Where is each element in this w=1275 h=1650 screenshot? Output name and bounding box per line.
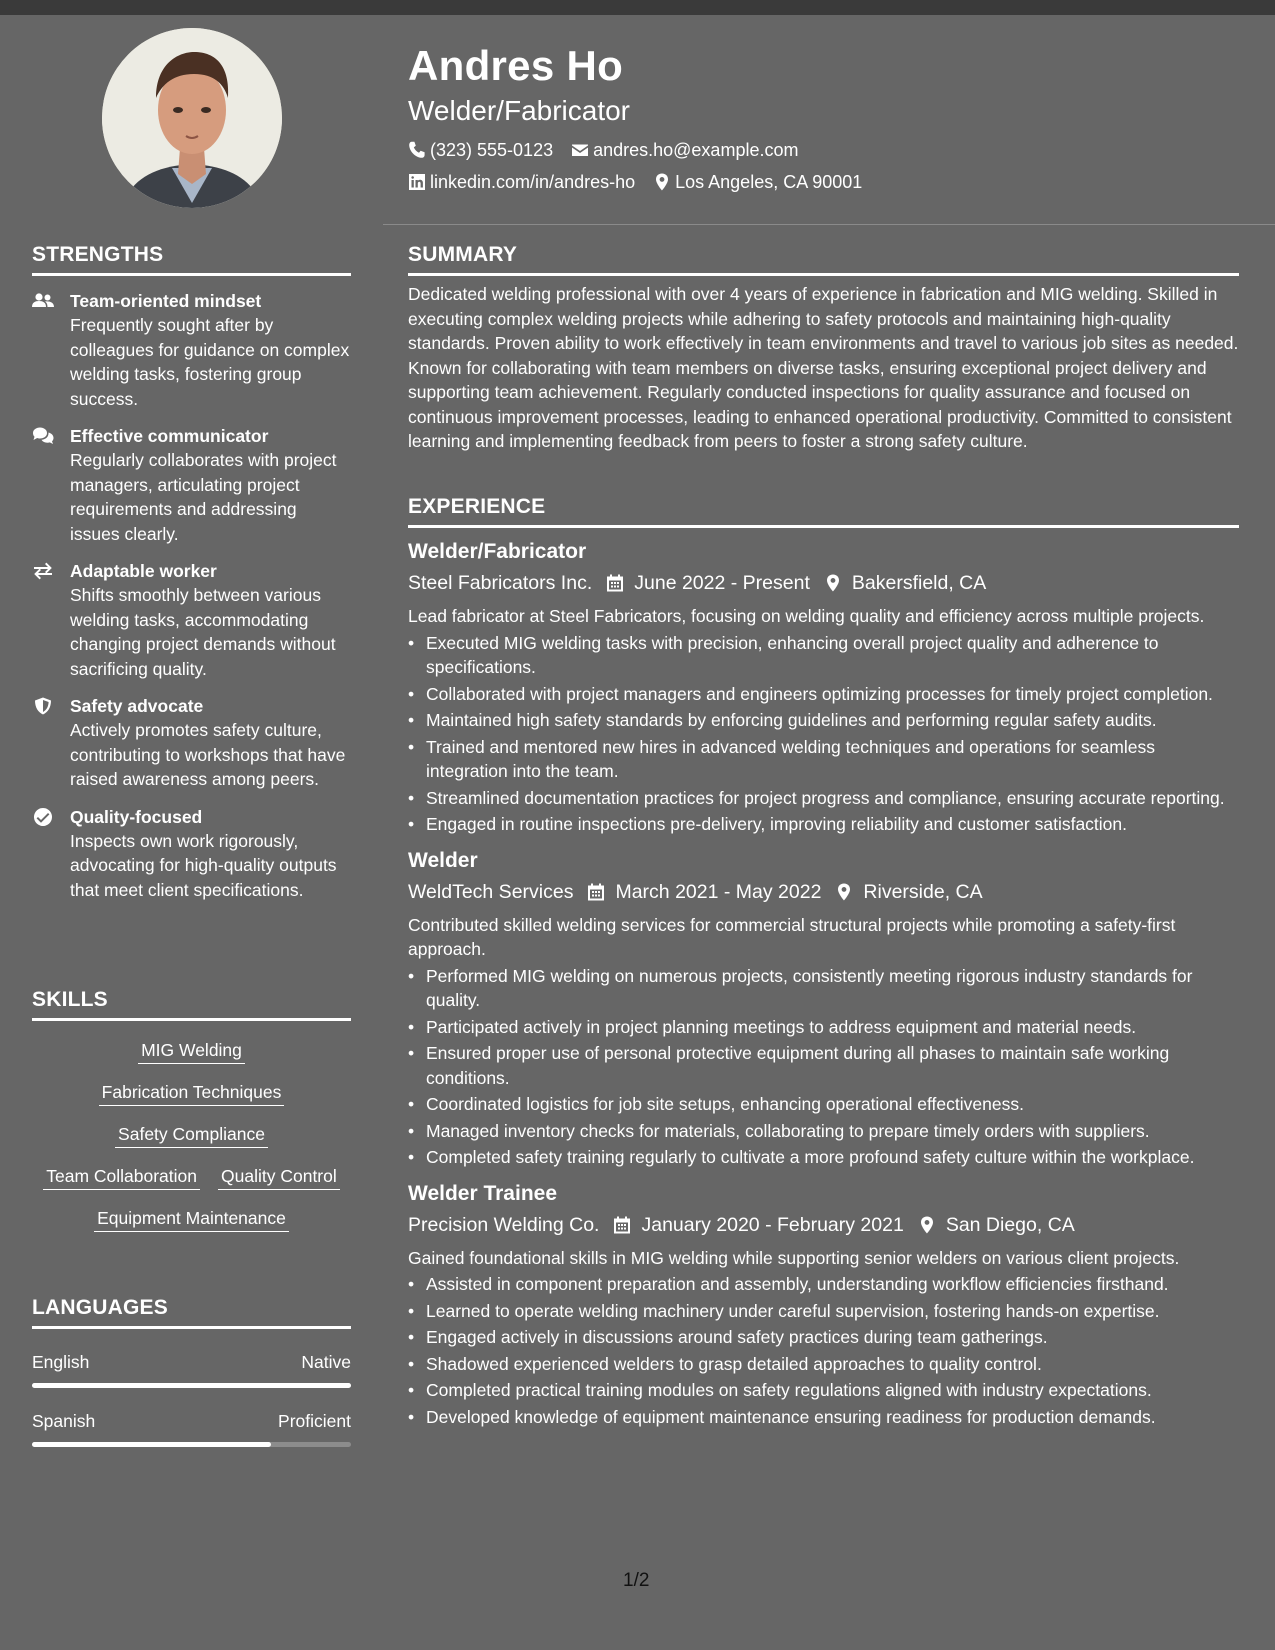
skill-tag: Team Collaboration — [43, 1165, 200, 1190]
calendar-icon — [587, 883, 605, 901]
map-pin-icon — [918, 1216, 936, 1234]
strength-title: Adaptable worker — [70, 561, 217, 581]
language-name: English — [32, 1352, 90, 1372]
job-entry — [408, 1180, 1239, 1430]
location-text: Los Angeles, CA 90001 — [675, 172, 863, 192]
phone — [408, 134, 553, 166]
strength-desc: Inspects own work rigorously, advocating for high-quality outputs that meet client specifications. — [70, 830, 337, 900]
calendar-icon — [613, 1216, 631, 1234]
summary-heading: SUMMARY — [408, 243, 1239, 276]
skills-heading: SKILLS — [32, 988, 351, 1021]
calendar-icon — [606, 574, 624, 592]
job-bullet: • Collaborated with project managers and engineers optimizing processes for timely project completion. — [408, 682, 1239, 707]
email-address[interactable]: andres.ho@example.com — [593, 140, 799, 160]
phone-number: (323) 555-0123 — [430, 140, 554, 160]
email[interactable] — [571, 134, 798, 166]
location — [653, 166, 862, 198]
language-level: Proficient — [278, 1411, 351, 1431]
shield-icon — [32, 697, 54, 715]
language-bar-fill — [32, 1442, 271, 1447]
language-item — [32, 1410, 351, 1447]
job-bullet: • Shadowed experienced welders to grasp detailed approaches to quality control. — [408, 1352, 1239, 1377]
language-level: Native — [301, 1352, 351, 1372]
map-pin-icon — [653, 173, 671, 191]
top-bar — [0, 0, 1275, 15]
language-name: Spanish — [32, 1411, 96, 1431]
job-bullet: • Learned to operate welding machinery under careful supervision, fostering hands-on expertise. — [408, 1299, 1239, 1324]
phone-icon — [408, 141, 426, 159]
job-meta — [408, 1210, 1239, 1240]
portrait-illustration — [102, 28, 282, 208]
job-description: Gained foundational skills in MIG welding while supporting senior welders on various client projects. — [408, 1247, 1180, 1268]
job-dates: March 2021 - May 2022 — [615, 880, 822, 903]
job-bullet: • Developed knowledge of equipment maintenance ensuring readiness for production demands. — [408, 1405, 1239, 1430]
comments-icon — [32, 427, 54, 445]
strength-desc: Frequently sought after by colleagues for guidance on complex welding tasks, fostering group success. — [70, 315, 350, 409]
job-title: Welder Trainee — [408, 1181, 558, 1205]
job-bullet: • Streamlined documentation practices for project progress and compliance, ensuring accurate reporting. — [408, 786, 1239, 811]
job-bullet: • Performed MIG welding on numerous projects, consistently meeting rigorous industry standards for quality. — [408, 964, 1239, 1013]
job-bullets — [408, 631, 1239, 837]
skill-tag: Quality Control — [218, 1165, 340, 1190]
exchange-icon — [32, 562, 54, 580]
strength-item — [32, 560, 351, 681]
job-bullet: • Engaged in routine inspections pre-delivery, improving reliability and customer satisfaction. — [408, 812, 1239, 837]
job-bullet: • Participated actively in project planning meetings to address equipment and material needs. — [408, 1015, 1239, 1040]
job-dates: June 2022 - Present — [634, 572, 810, 594]
job-meta — [408, 877, 1239, 907]
job-location: Riverside, CA — [863, 880, 983, 903]
map-pin-icon — [835, 883, 853, 901]
job-title: Welder/Fabricator — [408, 540, 587, 563]
strength-item — [32, 695, 351, 792]
language-bar — [32, 1383, 351, 1388]
job-title: Welder — [408, 848, 478, 872]
job-bullet: • Engaged actively in discussions around safety practices during team gatherings. — [408, 1325, 1239, 1350]
language-item — [32, 1351, 351, 1388]
strength-item — [32, 806, 351, 903]
experience-heading: EXPERIENCE — [408, 495, 1239, 528]
skill-tag: MIG Welding — [138, 1039, 245, 1064]
language-bar-fill — [32, 1383, 351, 1388]
job-bullet: • Maintained high safety standards by enforcing guidelines and performing regular safety audits. — [408, 708, 1239, 733]
linkedin-url[interactable]: linkedin.com/in/andres-ho — [430, 172, 636, 192]
experience-section — [408, 495, 1239, 1431]
strength-item — [32, 425, 351, 546]
job-bullet: • Coordinated logistics for job site setups, enhancing operational effectiveness. — [408, 1092, 1239, 1117]
skills-section — [32, 988, 351, 1249]
strengths-section — [32, 243, 351, 902]
profile-photo — [102, 28, 282, 208]
job-dates: January 2020 - February 2021 — [641, 1213, 904, 1236]
languages-section — [32, 1296, 351, 1447]
job-description: Contributed skilled welding services for commercial structural projects while promoting a safety-first approach. — [408, 914, 1176, 959]
summary-section — [408, 243, 1239, 454]
skill-tag: Fabrication Techniques — [99, 1081, 285, 1106]
job-bullet: • Executed MIG welding tasks with precision, enhancing overall project quality and adherence to specifications. — [408, 631, 1239, 680]
linkedin-icon — [408, 173, 426, 191]
check-circle-icon — [32, 808, 54, 826]
job-company: Steel Fabricators Inc. — [408, 572, 593, 594]
envelope-icon — [571, 141, 589, 159]
job-bullet: • Completed practical training modules on safety regulations aligned with industry expectations. — [408, 1378, 1239, 1403]
language-bar — [32, 1442, 351, 1447]
job-entry — [408, 538, 1239, 837]
job-location: Bakersfield, CA — [851, 572, 987, 594]
job-bullets — [408, 964, 1239, 1170]
job-company: WeldTech Services — [408, 880, 574, 903]
job-location: San Diego, CA — [945, 1213, 1075, 1236]
job-bullet: • Assisted in component preparation and assembly, understanding workflow efficiencies firsthand. — [408, 1272, 1239, 1297]
job-meta — [408, 568, 1239, 598]
job-bullet: • Trained and mentored new hires in advanced welding techniques and operations for seamless integration into the team. — [408, 735, 1239, 784]
skill-tag: Safety Compliance — [115, 1123, 268, 1148]
header-divider — [383, 224, 1275, 225]
strength-title: Quality-focused — [70, 806, 203, 827]
job-bullets — [408, 1272, 1239, 1429]
page-number: 1/2 — [623, 1570, 650, 1591]
job-company: Precision Welding Co. — [408, 1213, 600, 1236]
strength-title: Effective communicator — [70, 426, 269, 446]
strengths-heading: STRENGTHS — [32, 243, 351, 276]
summary-text: Dedicated welding professional with over 4 years of experience in fabrication and MIG welding. Skilled in executing complex welding projects while adhering to safety protocols and maintaining high-quality standards. Proven ability to work effectively in team environments and travel to various job sites as needed. Known for collaborating with team members on diverse tasks, ensuring exceptional project delivery and supporting team achievement. Regularly conducted inspections for quality assurance and focused on continuous improvement processes, leading to enhanced operational productivity. Committed to consistent learning and implementing feedback from peers to foster a strong safety culture. — [408, 284, 1239, 451]
header — [408, 40, 1239, 198]
strength-title: Safety advocate — [70, 696, 204, 716]
job-bullet: • Ensured proper use of personal protective equipment during all phases to maintain safe working conditions. — [408, 1041, 1239, 1090]
job-bullet: • Managed inventory checks for materials, collaborating to prepare timely orders with suppliers. — [408, 1119, 1239, 1144]
strength-desc: Regularly collaborates with project managers, articulating project requirements and addressing issues clearly. — [70, 450, 337, 544]
strength-title: Team-oriented mindset — [70, 291, 262, 311]
candidate-title: Welder/Fabricator — [408, 95, 631, 126]
job-description: Lead fabricator at Steel Fabricators, focusing on welding quality and efficiency across multiple projects. — [408, 606, 1205, 626]
map-pin-icon — [824, 574, 842, 592]
candidate-name: Andres Ho — [408, 42, 624, 89]
strength-item — [32, 290, 351, 411]
job-entry — [408, 847, 1239, 1170]
languages-heading: LANGUAGES — [32, 1296, 351, 1329]
linkedin[interactable] — [408, 166, 635, 198]
job-bullet: • Completed safety training regularly to cultivate a more profound safety culture within the workplace. — [408, 1145, 1239, 1170]
contact-info — [408, 134, 1239, 198]
strength-desc: Actively promotes safety culture, contributing to workshops that have raised awareness among peers. — [70, 720, 346, 789]
skill-tag: Equipment Maintenance — [94, 1207, 289, 1232]
users-icon — [32, 292, 54, 310]
strength-desc: Shifts smoothly between various welding tasks, accommodating changing project demands without sacrificing quality. — [70, 585, 336, 679]
